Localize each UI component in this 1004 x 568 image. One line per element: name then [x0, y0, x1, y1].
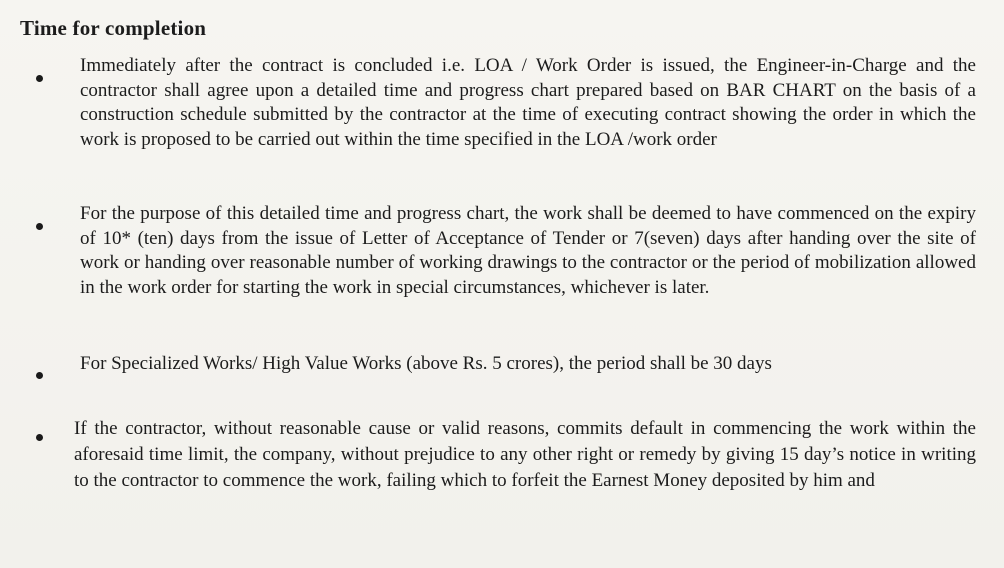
bullet-icon — [36, 223, 43, 230]
bullet-icon — [36, 372, 43, 379]
bullet-text: For Specialized Works/ High Value Works (above Rs. 5 crores), the period shall be 30 days — [80, 353, 772, 374]
bullet-text: If the contractor, without reasonable cause or valid reasons, commits default in commencing the work within the aforesaid time limit, the company, without prejudice to any other right or remedy by giving 15 day’s notice in writing to the contractor to commence the work, failing which to forfeit the Earnest Money deposited by him and — [74, 418, 976, 491]
bullet-text: Immediately after the contract is concluded i.e. LOA / Work Order is issued, the Engineer-in-Charge and the contractor shall agree upon a detailed time and progress chart prepared based on BAR CHART on the basis of a construction schedule submitted by the contractor at the time of executing contract showing the order in which the work is proposed to be carried out within the time specified in the LOA /work order — [80, 55, 976, 150]
bullet-icon — [36, 434, 43, 441]
section-heading: Time for completion — [20, 16, 207, 40]
bullet-text: For the purpose of this detailed time and progress chart, the work shall be deemed to have commenced on the expiry of 10* (ten) days from the issue of Letter of Acceptance of Tender or 7(seven) days after handing over the site of work or handing over reasonable number of working drawings to the contractor or the period of mobilization allowed in the work order for starting the work in special circumstances, whichever is later. — [80, 203, 976, 298]
bullet-icon — [36, 75, 43, 82]
